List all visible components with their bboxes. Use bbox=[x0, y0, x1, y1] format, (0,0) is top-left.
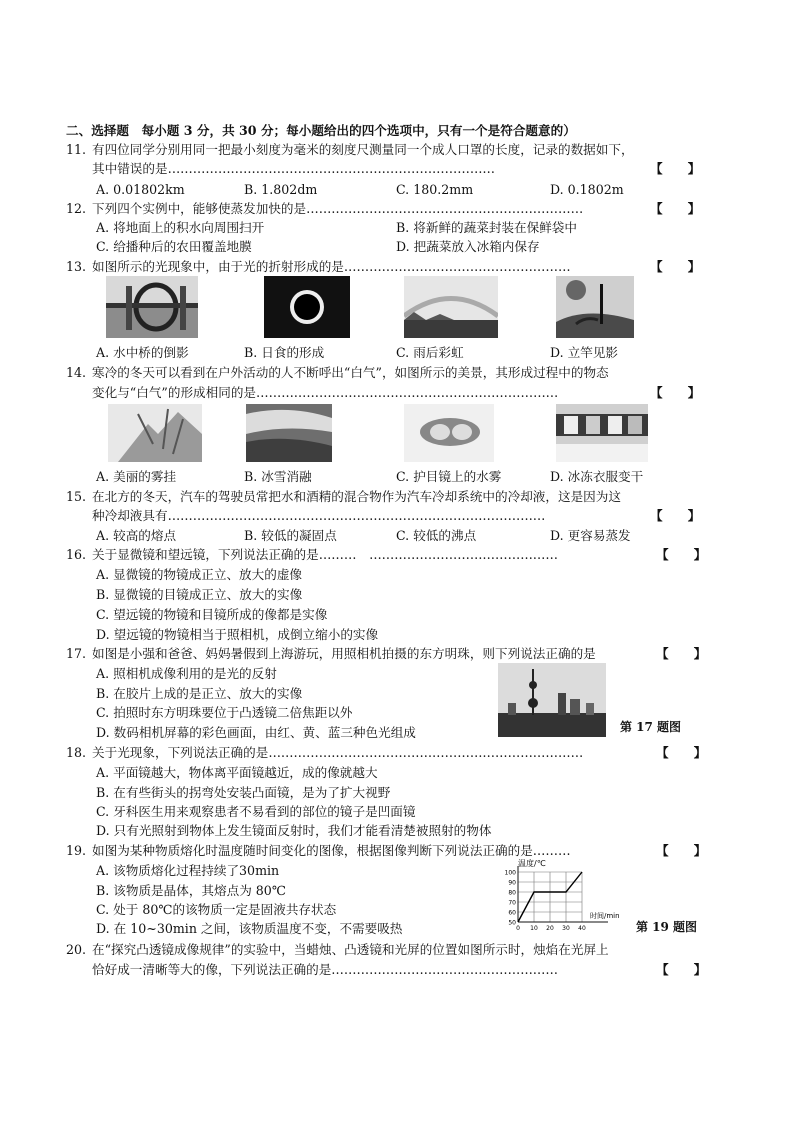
option-c[interactable]: C. 拍照时东方明珠要位于凸透镜二倍焦距以外 bbox=[96, 705, 353, 720]
option-d[interactable]: D. 数码相机屏幕的彩色画面，由红、黄、蓝三种色光组成 bbox=[96, 725, 416, 740]
option-c[interactable]: C. 180.2mm bbox=[396, 182, 474, 197]
question-stem-cont: 恰好成一清晰等大的像，下列说法正确的是……………………………………………… bbox=[92, 962, 558, 977]
question-17 bbox=[66, 645, 596, 663]
question-stem: 在“探究凸透镜成像规律”的实验中，当蜡烛、凸透镜和光屏的位置如图所示时，烛焰在光屏上 bbox=[92, 942, 609, 957]
y-tick-label: 100 bbox=[504, 869, 516, 877]
pole-shadow-photo bbox=[556, 276, 634, 338]
melting-temperature-chart bbox=[494, 858, 634, 938]
answer-bracket[interactable]: 【 】 bbox=[656, 547, 707, 562]
question-stem: 关于光现象，下列说法正确的是………………………………………………………………… bbox=[92, 745, 584, 760]
answer-bracket[interactable]: 【 】 bbox=[656, 962, 707, 977]
option-d[interactable]: D. 在 10~30min 之间，该物质温度不变，不需要吸热 bbox=[96, 921, 403, 936]
question-number: 18. bbox=[66, 745, 87, 760]
answer-bracket[interactable]: 【 】 bbox=[650, 259, 701, 274]
section-header: 二、选择题 每小题 3 分，共 30 分；每小题给出的四个选项中，只有一个是符合题意的） bbox=[66, 123, 576, 138]
y-axis-label: 温度/℃ bbox=[518, 859, 546, 868]
question-11 bbox=[66, 141, 634, 159]
question-stem: 有四位同学分别用同一把最小刻度为毫米的刻度尺测量同一个成人口罩的长度，记录的数据如下， bbox=[92, 142, 634, 157]
option-a[interactable]: A. 显微镜的物镜成正立、放大的虚像 bbox=[96, 567, 303, 582]
option-a[interactable]: A. 较高的熔点 bbox=[96, 528, 177, 543]
option-b[interactable]: B. 较低的凝固点 bbox=[244, 528, 337, 543]
option-a[interactable]: A. 照相机成像利用的是光的反射 bbox=[96, 666, 277, 681]
option-b[interactable]: B. 在有些街头的拐弯处安装凸面镜，是为了扩大视野 bbox=[96, 785, 391, 800]
figure-caption-19: 第 19 题图 bbox=[636, 920, 698, 934]
question-stem: 在北方的冬天，汽车的驾驶员常把水和酒精的混合物作为汽车冷却系统中的冷却液，这是因为这 bbox=[92, 489, 621, 504]
question-stem: 如图所示的光现象中，由于光的折射形成的是……………………………………………… bbox=[92, 259, 571, 274]
y-tick-label: 60 bbox=[508, 909, 516, 917]
rainbow-photo bbox=[404, 276, 498, 338]
option-c[interactable]: C. 较低的沸点 bbox=[396, 528, 477, 543]
answer-bracket[interactable]: 【 】 bbox=[656, 745, 707, 760]
answer-bracket[interactable]: 【 】 bbox=[656, 646, 707, 661]
question-number: 16. bbox=[66, 547, 87, 562]
question-15 bbox=[66, 488, 621, 506]
answer-bracket[interactable]: 【 】 bbox=[650, 508, 701, 523]
option-b[interactable]: B. 在胶片上成的是正立、放大的实像 bbox=[96, 686, 303, 701]
option-c[interactable]: C. 望远镜的物镜和目镜所成的像都是实像 bbox=[96, 607, 328, 622]
question-18 bbox=[66, 744, 583, 762]
option-b[interactable]: B. 显微镜的目镜成正立、放大的实像 bbox=[96, 587, 303, 602]
option-b[interactable]: B. 冰雪消融 bbox=[244, 469, 312, 484]
option-a[interactable]: A. 平面镜越大，物体离平面镜越近，成的像就越大 bbox=[96, 765, 378, 780]
x-axis-label: 时间/min bbox=[590, 912, 620, 920]
answer-bracket[interactable]: 【 】 bbox=[650, 161, 701, 176]
question-number: 11. bbox=[66, 142, 87, 157]
rime-photo bbox=[108, 404, 202, 462]
x-tick-label: 10 bbox=[530, 925, 538, 932]
option-d[interactable]: D. 0.1802m bbox=[550, 182, 624, 197]
option-c[interactable]: C. 处于 80℃的该物质一定是固液共存状态 bbox=[96, 902, 337, 917]
question-14 bbox=[66, 364, 609, 382]
bridge-reflection-photo bbox=[106, 276, 198, 338]
option-d[interactable]: D. 冰冻衣服变干 bbox=[550, 469, 644, 484]
question-12 bbox=[66, 200, 583, 218]
question-stem: 如图为某种物质熔化时温度随时间变化的图像，根据图像判断下列说法正确的是……… bbox=[92, 843, 571, 858]
question-16 bbox=[66, 546, 558, 564]
question-stem: 如图是小强和爸爸、妈妈暑假到上海游玩，用照相机拍摄的东方明珠，则下列说法正确的是 bbox=[92, 646, 596, 661]
option-a[interactable]: A. 将地面上的积水向周围扫开 bbox=[96, 220, 265, 235]
frozen-clothes-photo bbox=[556, 404, 648, 462]
option-c[interactable]: C. 护目镜上的水雾 bbox=[396, 469, 502, 484]
y-tick-label: 80 bbox=[508, 889, 516, 897]
x-tick-label: 30 bbox=[562, 925, 570, 932]
question-number: 20. bbox=[66, 942, 87, 957]
question-number: 13. bbox=[66, 259, 87, 274]
solar-eclipse-photo bbox=[264, 276, 350, 338]
question-stem-cont: 变化与“白气”的形成相同的是……………………………………………………………… bbox=[92, 385, 559, 400]
option-b[interactable]: B. 该物质是晶体，其熔点为 80℃ bbox=[96, 883, 286, 898]
y-tick-label: 50 bbox=[508, 919, 516, 927]
option-a[interactable]: A. 水中桥的倒影 bbox=[96, 345, 189, 360]
x-tick-label: 40 bbox=[578, 925, 586, 932]
question-number: 17. bbox=[66, 646, 87, 661]
option-c[interactable]: C. 给播种后的农田覆盖地膜 bbox=[96, 239, 252, 254]
option-d[interactable]: D. 望远镜的物镜相当于照相机，成倒立缩小的实像 bbox=[96, 627, 379, 642]
option-b[interactable]: B. 日食的形成 bbox=[244, 345, 325, 360]
oriental-pearl-tower-photo bbox=[498, 663, 606, 737]
answer-bracket[interactable]: 【 】 bbox=[650, 201, 701, 216]
answer-bracket[interactable]: 【 】 bbox=[656, 843, 707, 858]
goggles-fog-photo bbox=[404, 404, 494, 462]
y-tick-label: 90 bbox=[508, 879, 516, 887]
answer-bracket[interactable]: 【 】 bbox=[650, 385, 701, 400]
question-number: 15. bbox=[66, 489, 87, 504]
question-stem: 关于显微镜和望远镜，下列说法正确的是……… ……………………………………… bbox=[92, 547, 558, 562]
question-number: 12. bbox=[66, 201, 87, 216]
question-20 bbox=[66, 941, 609, 959]
x-tick-label: 0 bbox=[516, 925, 520, 932]
question-stem-cont: 其中错误的是…………………………………………………………………… bbox=[92, 161, 495, 176]
question-stem: 下列四个实例中，能够使蒸发加快的是………………………………………………………… bbox=[92, 201, 584, 216]
option-d[interactable]: D. 只有光照射到物体上发生镜面反射时，我们才能看清楚被照射的物体 bbox=[96, 823, 492, 838]
x-tick-label: 20 bbox=[546, 925, 554, 932]
option-d[interactable]: D. 立竿见影 bbox=[550, 345, 619, 360]
melting-snow-photo bbox=[246, 404, 332, 462]
option-b[interactable]: B. 将新鲜的蔬菜封装在保鲜袋中 bbox=[396, 220, 577, 235]
option-d[interactable]: D. 更容易蒸发 bbox=[550, 528, 631, 543]
option-b[interactable]: B. 1.802dm bbox=[244, 182, 318, 197]
question-13 bbox=[66, 258, 571, 276]
question-stem: 寒冷的冬天可以看到在户外活动的人不断呼出“白气”，如图所示的美景，其形成过程中的物态 bbox=[92, 365, 609, 380]
chart-grid bbox=[518, 872, 582, 922]
option-d[interactable]: D. 把蔬菜放入冰箱内保存 bbox=[396, 239, 540, 254]
option-c[interactable]: C. 雨后彩虹 bbox=[396, 345, 464, 360]
question-stem-cont: 种冷却液具有……………………………………………………………………………… bbox=[92, 508, 546, 523]
chart-ticks bbox=[505, 870, 586, 933]
question-number: 14. bbox=[66, 365, 87, 380]
option-a[interactable]: A. 美丽的雾挂 bbox=[96, 469, 177, 484]
option-a[interactable]: A. 该物质熔化过程持续了30min bbox=[96, 863, 280, 878]
option-a[interactable]: A. 0.01802km bbox=[96, 182, 185, 197]
figure-caption-17: 第 17 题图 bbox=[620, 720, 682, 734]
option-c[interactable]: C. 牙科医生用来观察患者不易看到的部位的镜子是凹面镜 bbox=[96, 804, 416, 819]
y-tick-label: 70 bbox=[508, 899, 516, 907]
question-number: 19. bbox=[66, 843, 87, 858]
